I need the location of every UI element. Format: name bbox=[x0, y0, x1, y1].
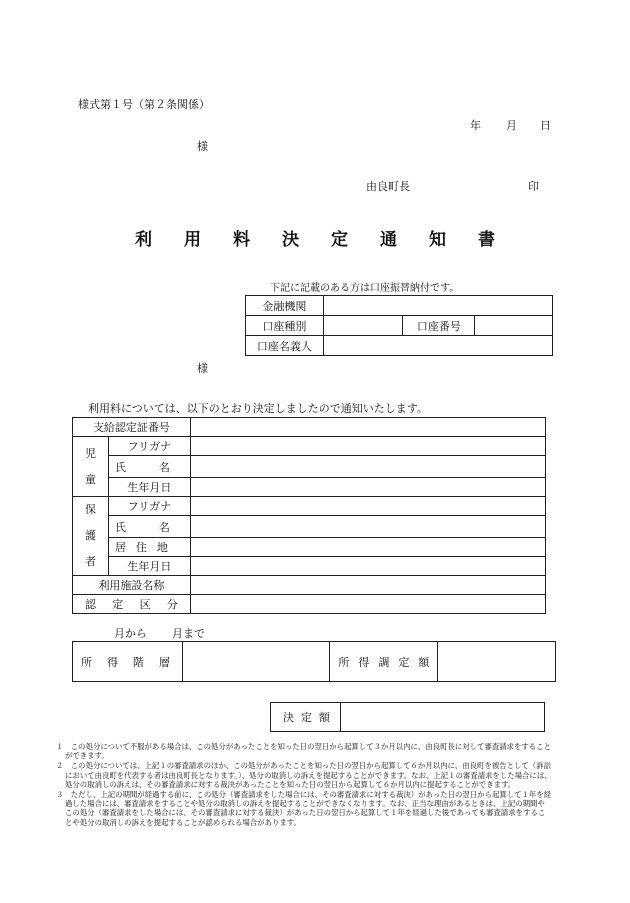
period-from: 月から bbox=[114, 627, 147, 640]
bank-institution-value bbox=[323, 296, 552, 316]
appeal-notes bbox=[56, 742, 552, 828]
addressee-honorific-2: 様 bbox=[197, 362, 208, 375]
title-char: 知 bbox=[429, 230, 446, 250]
sender-name: 由良町長 bbox=[366, 180, 410, 193]
income-adjusted-label: 所 得 調 定 額 bbox=[330, 642, 438, 682]
decision-table bbox=[270, 702, 545, 732]
decision-amount-label: 決 定 額 bbox=[271, 703, 341, 732]
child-furigana-value bbox=[190, 437, 545, 456]
addressee-honorific: 様 bbox=[197, 140, 208, 153]
title-char: 料 bbox=[233, 230, 250, 250]
child-dob-label: 生年月日 bbox=[108, 478, 190, 497]
cert-number-value bbox=[190, 418, 545, 437]
title-char: 通 bbox=[380, 230, 397, 250]
bank-account-table bbox=[245, 295, 553, 356]
account-type-value bbox=[323, 316, 403, 336]
date-year-label: 年 bbox=[470, 119, 481, 132]
form-number: 様式第１号（第２条関係） bbox=[78, 98, 210, 111]
note-item: ３ ただし、上記の期間が経過する前に、この処分（審査請求をした場合には、その審査請求に対する裁決）があった日の翌日から起算して１年を経過した場合には、審査請求をすることや処分の取消しの訴えを提起することができなくなります。なお、正当な理由があるときは、上記の期間やこの処分（審査請求をした場合には、その審査請求に対する裁決）があった日の翌日から起算して１年を経過した後であっても審査請求をすることや処分の取消しの訴えを提起することが認められる場合があります。 bbox=[56, 790, 552, 827]
seal-mark: 印 bbox=[528, 180, 539, 193]
guardian-dob-value bbox=[190, 557, 545, 576]
guardian-dob-label: 生年月日 bbox=[108, 557, 190, 576]
title-char: 書 bbox=[478, 230, 495, 250]
child-dob-value bbox=[190, 478, 545, 497]
date-month-label: 月 bbox=[506, 119, 517, 132]
details-table bbox=[72, 417, 546, 614]
guardian-furigana-value bbox=[190, 497, 545, 516]
income-table bbox=[72, 641, 556, 682]
account-holder-value bbox=[323, 336, 552, 356]
intro-text: 利用料については、以下のとおり決定しましたので通知いたします。 bbox=[88, 402, 428, 415]
note-item: １ この処分について不服がある場合は、この処分があったことを知った日の翌日から起算して３か月以内に、由良町長に対して審査請求をすることができます。 bbox=[56, 742, 551, 761]
title-char: 定 bbox=[331, 230, 348, 250]
account-holder-label: 口座名義人 bbox=[246, 336, 324, 356]
income-bracket-label: 所 得 階 層 bbox=[73, 642, 183, 682]
document-title bbox=[135, 225, 495, 250]
guardian-name-value bbox=[190, 516, 545, 538]
facility-value bbox=[190, 576, 545, 595]
title-char: 決 bbox=[282, 230, 299, 250]
bank-institution-label: 金融機関 bbox=[246, 296, 324, 316]
guardian-address-value bbox=[190, 538, 545, 557]
child-furigana-label: フリガナ bbox=[108, 437, 190, 456]
child-group-label: 児 童 bbox=[73, 437, 109, 497]
date-day-label: 日 bbox=[540, 119, 551, 132]
guardian-address-label: 居 住 地 bbox=[108, 538, 190, 557]
facility-label: 利用施設名称 bbox=[73, 576, 191, 595]
category-value bbox=[190, 595, 545, 614]
income-adjusted-value bbox=[438, 642, 556, 682]
guardian-furigana-label: フリガナ bbox=[108, 497, 190, 516]
cert-number-label: 支給認定証番号 bbox=[73, 418, 191, 437]
title-char: 用 bbox=[184, 230, 201, 250]
bank-notice: 下記に記載のある方は口座振替納付です。 bbox=[270, 283, 460, 294]
guardian-name-label: 氏 名 bbox=[108, 516, 190, 538]
note-item: ２ この処分については、上記１の審査請求のほか、この処分があったことを知った日の翌日から起算して６か月以内に、由良町を被告として（訴訟において由良町を代表する者は由良町長となります。）、処分の取消しの訴えを提起することができます。なお、上記１の審査請求をした場合には、処分の取消しの訴えは、その審査請求に対する裁決があったことを知った日の翌日から起算して６か月以内に提起することができます。 bbox=[56, 761, 552, 789]
account-number-label: 口座番号 bbox=[403, 316, 475, 336]
child-name-label: 氏 名 bbox=[108, 456, 190, 478]
account-type-label: 口座種別 bbox=[246, 316, 324, 336]
child-name-value bbox=[190, 456, 545, 478]
income-bracket-value bbox=[182, 642, 330, 682]
period-to: 月まで bbox=[172, 627, 205, 640]
title-char: 利 bbox=[135, 230, 152, 250]
decision-amount-value bbox=[340, 703, 544, 732]
guardian-group-label: 保 護 者 bbox=[73, 497, 109, 576]
category-label: 認 定 区 分 bbox=[73, 595, 191, 614]
account-number-value bbox=[475, 316, 553, 336]
